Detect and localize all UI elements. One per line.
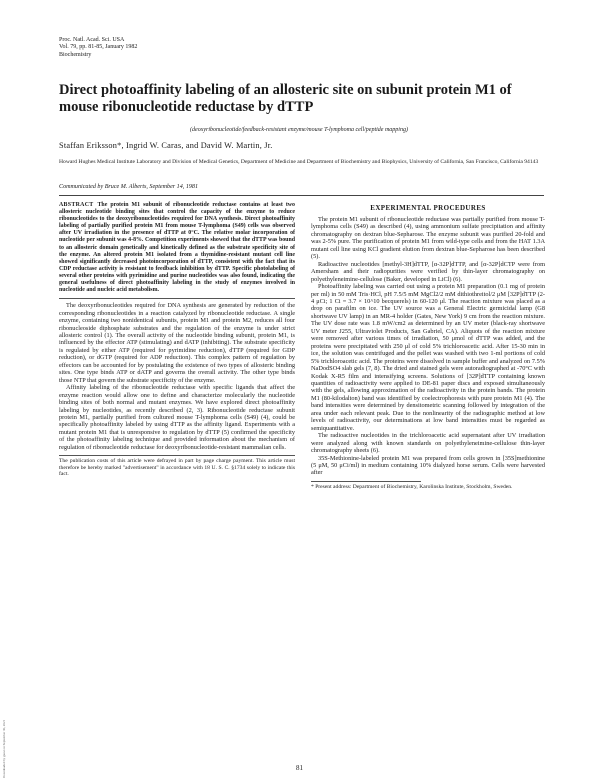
keywords: (deoxyribonucleotide/feedback-resistant enzyme/mouse T-lymphoma cell/peptide mapping)	[190, 127, 408, 133]
section-heading: EXPERIMENTAL PROCEDURES	[370, 204, 486, 212]
methods-paragraph-4: The radioactive nucleotides in the trichloroacetic acid supernatant after UV irradiation were analyzed along with known standards on polyethyleneimine-cellulose thin-layer chromatography sheets (6).	[311, 432, 545, 455]
methods-paragraph-3: Photoaffinity labeling was carried out using a protein M1 preparation (0.1 mg of protein per ml) in 50 mM Tris·HCl, pH 7.5/5 mM MgCl2/2 mM dithiothreitol/2 μM [32P]dTTP (2-4 μCi; 1 Ci = 3.7 × 10^10 becquerels) in 60-120 μl. The reaction mixture was placed as a drop on parafilm on ice. The UV source was a General Electric germicidal lamp (G8 shortwave UV lamp) in an MR-4 holder (Gates, New York) 9 cm from the reaction mixture. The UV dose rate was 1.8 mW/cm2 as determined by an UV meter (black-ray shortwave UV meter J255, Ultraviolet Products, San Gabriel, CA). Aliquots of the reaction mixture were removed after various times of irradiation, 50 μmol of dTTP was added, and the proteins were precipitated with 250 μl of cold 5% trichloroacetic acid. After 15-30 min in ice, the solution was centrifuged and the pellet was washed with two 1-ml portions of cold 5% trichloroacetic acid. The proteins were dissolved in sample buffer and analyzed on 7.5% NaDodSO4 slab gels (7, 8). The dried and stained gels were autoradiographed at -70°C with Kodak X-R5 film and intensifying screens. Solutions of [32P]dTTP containing known quantities of radioactivity were applied to DE-81 paper discs and exposed simultaneously with the gels, allowing approximation of the radioactivity in the protein bands. The protein M1 (80-kilodalton) band was identified by coelectrophoresis with pure protein M1 (4). The band intensities were determined by densitometric scanning followed by integration of the area under each relevant peak. Due to the nonlinearity of the radiographic method at low levels of radioactivity, our determinations at low band intensities must be regarded as semiquantitative.	[311, 283, 545, 432]
download-stamp-text: Downloaded by guest on September 30, 2021	[2, 719, 6, 778]
abstract-divider	[59, 298, 295, 299]
journal-volume: Vol. 79, pp. 81-85, January 1982	[59, 44, 138, 51]
journal-header	[59, 37, 137, 59]
intro-paragraph-1: The deoxyribonucleotides required for DNA synthesis are generated by reduction of the corresponding ribonucleotides in a reaction catalyzed by ribonucleotide reductase. A single enzyme, containing two nonidentical subunits, protein M1 and protein M2, reduces all four ribonucleoside diphosphate substrates and the regulation of the enzyme is under strict allosteric control (1). The overall activity of the nucleotide binding subunit, protein M1, is influenced by the effector ATP (stimulating) and dATP (inhibiting). The substrate specificity is regulated by either ATP (required for pyrimidine reduction), dTTP (required for GDP reduction), or dGTP (required for ADP reduction). This complex pattern of regulation by effectors can be accounted for by postulating the existence of two types of allosteric binding sites. One type binds ATP or dATP and governs the overall activity. The other type binds those NTP that govern the substrate specificity of the enzyme.	[59, 302, 295, 384]
methods-paragraph-1: The protein M1 subunit of ribonucleotide reductase was partially purified from mouse T-lymphoma cells (S49) as described (4), using ammonium sulfate precipitation and affinity chromatography on dextran blue-Sepharose. The enzyme subunit was purified 20-fold and was 2-5% pure. The purification of protein M1 from wild-type cells and from the HAT 1.3A mutant cell line using KCl gradient elution from dextran blue-Sepharose has been described (5).	[311, 216, 545, 261]
publication-cost-footnote: The publication costs of this article were defrayed in part by page charge payment. This article must therefore be hereby marked "advertisement" in accordance with 18 U. S. C. §1734 solely to indicate this fact.	[59, 458, 295, 478]
right-footnote-divider	[311, 481, 421, 482]
right-column	[311, 202, 545, 490]
header-divider	[59, 195, 544, 196]
journal-name: Proc. Natl. Acad. Sci. USA	[59, 37, 125, 43]
address-footnote: * Present address: Department of Biochemistry, Karolinska Institute, Stockholm, Sweden.	[311, 483, 513, 490]
methods-paragraph-5: 35S-Methionine-labeled protein M1 was prepared from cells grown in [35S]methionine (5 μM, 50 μCi/ml) in medium containing 10% dialyzed horse serum. Cells were harvested after	[311, 454, 545, 477]
abstract	[59, 202, 295, 294]
footnote-divider	[59, 455, 295, 456]
methods-paragraph-2: Radioactive nucleotides [methyl-3H]dTTP, [α-32P]dTTP, and [α-32P]dCTP were from Amersham and their radiopurities were verified by thin-layer chromatography on polyethyleneimine-cellulose (Baker, developed in LiCl) (6).	[311, 260, 545, 283]
intro-paragraph-2: Affinity labeling of the ribonucleotide reductase with specific ligands that affect the enzyme reaction would allow one to define and characterize molecularly the nucleotide binding sites of both normal and mutant enzymes. We have explored direct photoaffinity labeling by nucleotides, as recently described (2, 3). Ribonucleotide reductase subunit protein M1, partially purified from cultured mouse T-lymphoma cells (S49) (4), could be specifically photoaffinity labeled by using dTTP as the affinity ligand. Experiments with a mutant protein M1 that is unresponsive to regulation by dTTP (5) confirmed the specificity of the photoaffinity labeling technique and provided information about the mechanism of regulation of ribonucleotide reductase for deoxyribonucleotide-resistant mammalian cells.	[59, 384, 295, 451]
affiliation: Howard Hughes Medical Institute Laboratory and Division of Medical Genetics, Department of Medicine and Department of Biochemistry and Biophysics, University of California, San Francisco, California 94143	[59, 159, 539, 165]
left-column	[59, 202, 295, 478]
authors: Staffan Eriksson*, Ingrid W. Caras, and David W. Martin, Jr.	[59, 141, 273, 150]
page-number: 81	[296, 764, 303, 772]
abstract-text: The protein M1 subunit of ribonucleotide reductase contains at least two allosteric nucleotide binding sites that control the capacity of the enzyme to reduce ribonucleotides to the deoxyribonucleotides required for DNA synthesis. Direct photoaffinity labeling of partially purified protein M1 from mouse T-lymphoma (S49) cells was observed after UV irradiation in the presence of dTTP at 0°C. The relative molar incorporation of nucleotide per subunit was 4-8%. Competition experiments showed that the dTTP was bound to an allosteric domain genetically and kinetically defined as the substrate specificity site of the enzyme. An altered protein M1 isolated from a thymidine-resistant mutant cell line showed significantly decreased photoincorporation of dTTP, consistent with the fact that its CDP reductase activity is resistant to feedback inhibition by dTTP. Specific photolabeling of several other proteins with pyrimidine and purine nucleotides was also found, indicating the general usefulness of direct photoaffinity labeling in the study of enzymes involved in nucleotide and nucleic acid metabolism.	[59, 202, 295, 294]
communicated-by: Communicated by Bruce M. Alberts, September 14, 1981	[59, 184, 199, 190]
abstract-label: ABSTRACT	[59, 202, 94, 208]
download-stamp	[2, 690, 9, 778]
journal-section: Biochemistry	[59, 51, 92, 58]
paper-title: Direct photoaffinity labeling of an allosteric site on subunit protein M1 of mouse ribonucleotide reductase by dTTP	[59, 82, 512, 115]
